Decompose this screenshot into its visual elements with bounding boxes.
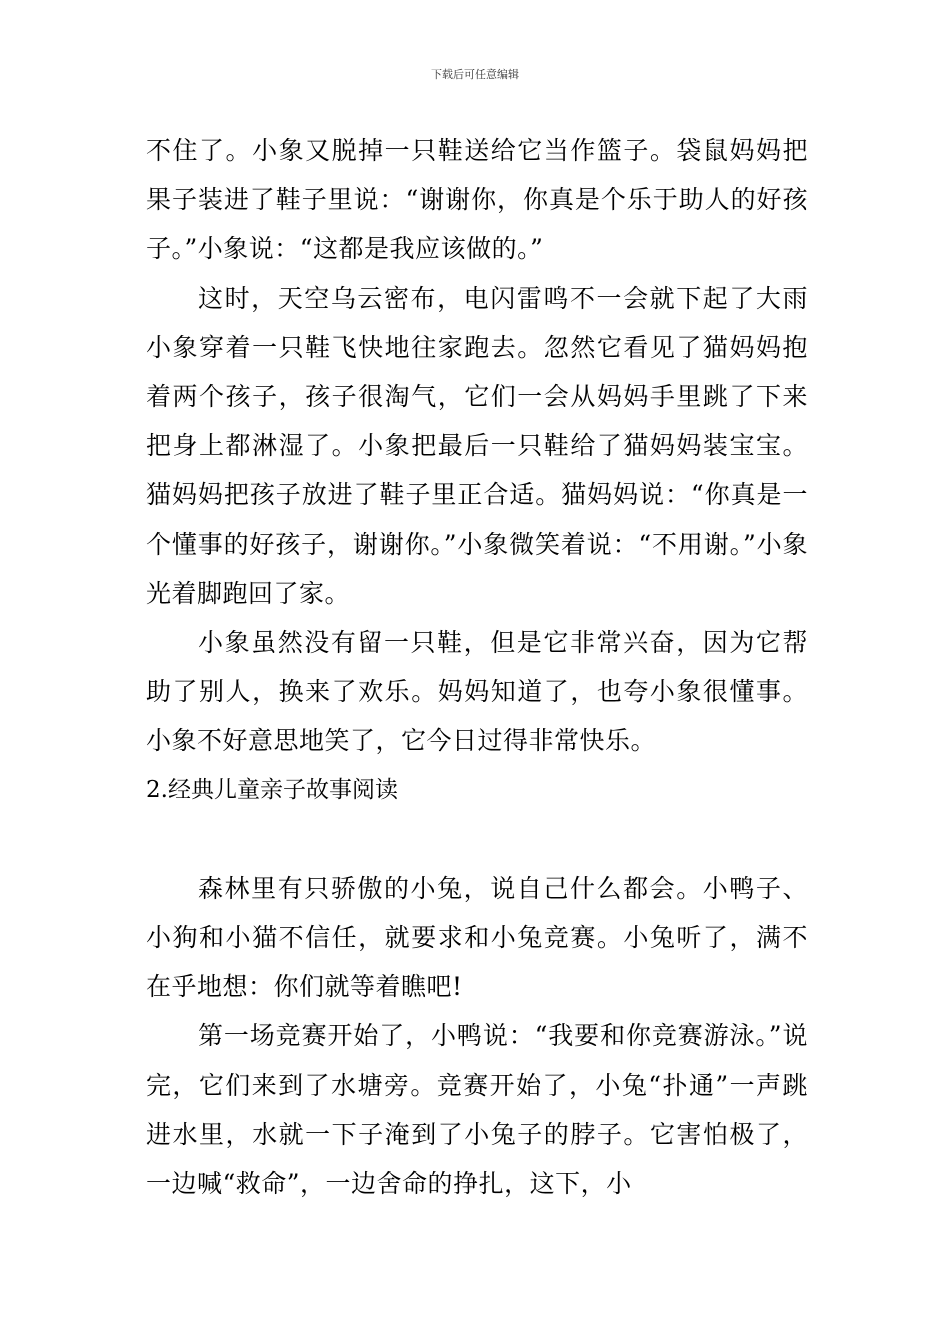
page-header: 下载后可任意编辑	[431, 68, 519, 81]
paragraph-4: 森林里有只骄傲的小兔，说自己什么都会。小鸭子、小狗和小猫不信任，就要求和小兔竞赛。小兔听了，满不在乎地想：你们就等着瞧吧!	[146, 873, 808, 1002]
blank-line	[146, 815, 808, 864]
document-body	[146, 126, 808, 1208]
section-heading: 2.经典儿童亲子故事阅读	[146, 776, 398, 803]
paragraph-5: 第一场竞赛开始了，小鸭说：“我要和你竞赛游泳。”说完，它们来到了水塘旁。竞赛开始了，小兔“扑通”一声跳进水里，水就一下子淹到了小兔子的脖子。它害怕极了，一边喊“救命”，一边舍命的挣扎，这下，小	[146, 1021, 808, 1199]
paragraph-1: 不住了。小象又脱掉一只鞋送给它当作篮子。袋鼠妈妈把果子装进了鞋子里说：“谢谢你，你真是个乐于助人的好孩子。”小象说：“这都是我应该做的。”	[146, 136, 808, 264]
paragraph-3: 小象虽然没有留一只鞋，但是它非常兴奋，因为它帮助了别人，换来了欢乐。妈妈知道了，也夸小象很懂事。小象不好意思地笑了，它今日过得非常快乐。	[146, 628, 808, 756]
paragraph-2: 这时，天空乌云密布，电闪雷鸣不一会就下起了大雨小象穿着一只鞋飞快地往家跑去。忽然它看见了猫妈妈抱着两个孩子，孩子很淘气，它们一会从妈妈手里跳了下来把身上都淋湿了。小象把最后一只鞋给了猫妈妈装宝宝。猫妈妈把孩子放进了鞋子里正合适。猫妈妈说：“你真是一个懂事的好孩子，谢谢你。”小象微笑着说：“不用谢。”小象光着脚跑回了家。	[146, 283, 808, 608]
